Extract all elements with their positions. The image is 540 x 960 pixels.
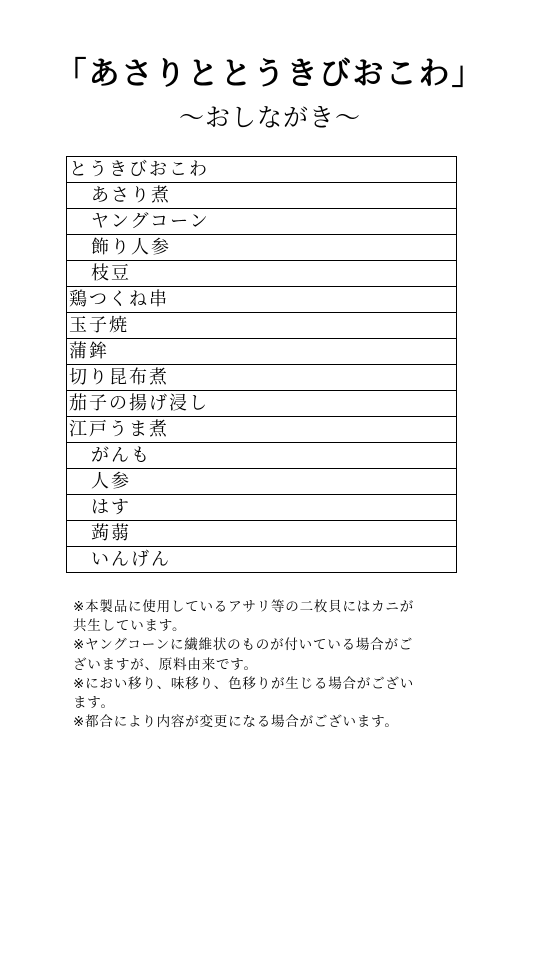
menu-row	[67, 521, 457, 547]
note-text: ます。	[73, 695, 115, 712]
note-item	[73, 675, 473, 713]
page-title: 「あさりととうきびおこわ」	[55, 56, 485, 92]
menu-item-label: あさり煮	[67, 183, 457, 209]
menu-item-label: ヤングコーン	[67, 209, 457, 235]
note-text: ※本製品に使用しているアサリ等の二枚貝にはカニが	[73, 599, 415, 615]
note-item	[73, 713, 473, 732]
menu-item-label: はす	[67, 495, 457, 521]
note-item	[73, 598, 473, 636]
menu-row	[67, 495, 457, 521]
menu-item-label: 人参	[67, 469, 457, 495]
menu-row	[67, 235, 457, 261]
menu-row	[67, 365, 457, 391]
menu-row	[67, 157, 457, 183]
menu-list-table	[66, 156, 457, 573]
menu-row	[67, 391, 457, 417]
menu-row	[67, 417, 457, 443]
menu-row	[67, 287, 457, 313]
menu-row	[67, 261, 457, 287]
menu-list-body	[67, 157, 457, 573]
menu-item-label: 切り昆布煮	[67, 365, 457, 391]
menu-row	[67, 209, 457, 235]
menu-row	[67, 443, 457, 469]
menu-item-label: 江戸うま煮	[67, 417, 457, 443]
menu-item-label: いんげん	[67, 547, 457, 573]
menu-row	[67, 183, 457, 209]
menu-item-label: 蒲鉾	[67, 339, 457, 365]
page-subtitle: 〜おしながき〜	[178, 103, 361, 132]
menu-item-label: がんも	[67, 443, 457, 469]
note-text: ざいますが、原料由来です。	[73, 656, 258, 673]
menu-item-label: とうきびおこわ	[67, 157, 457, 183]
note-text: 共生しています。	[73, 618, 187, 635]
menu-row	[67, 313, 457, 339]
menu-item-label: 枝豆	[67, 261, 457, 287]
menu-item-label: 蒟蒻	[67, 521, 457, 547]
menu-row	[67, 469, 457, 495]
menu-item-label: 玉子焼	[67, 313, 457, 339]
menu-item-label: 茄子の揚げ浸し	[67, 391, 457, 417]
note-item	[73, 636, 473, 674]
notes-section	[73, 598, 473, 732]
menu-row	[67, 547, 457, 573]
note-text: ※都合により内容が変更になる場合がございます。	[73, 714, 399, 731]
menu-row	[67, 339, 457, 365]
note-text: ※におい移り、味移り、色移りが生じる場合がござい	[73, 675, 415, 692]
note-text: ※ヤングコーンに繊維状のものが付いている場合がご	[73, 637, 414, 654]
menu-item-label: 鶏つくね串	[67, 287, 457, 313]
menu-item-label: 飾り人参	[67, 235, 457, 261]
